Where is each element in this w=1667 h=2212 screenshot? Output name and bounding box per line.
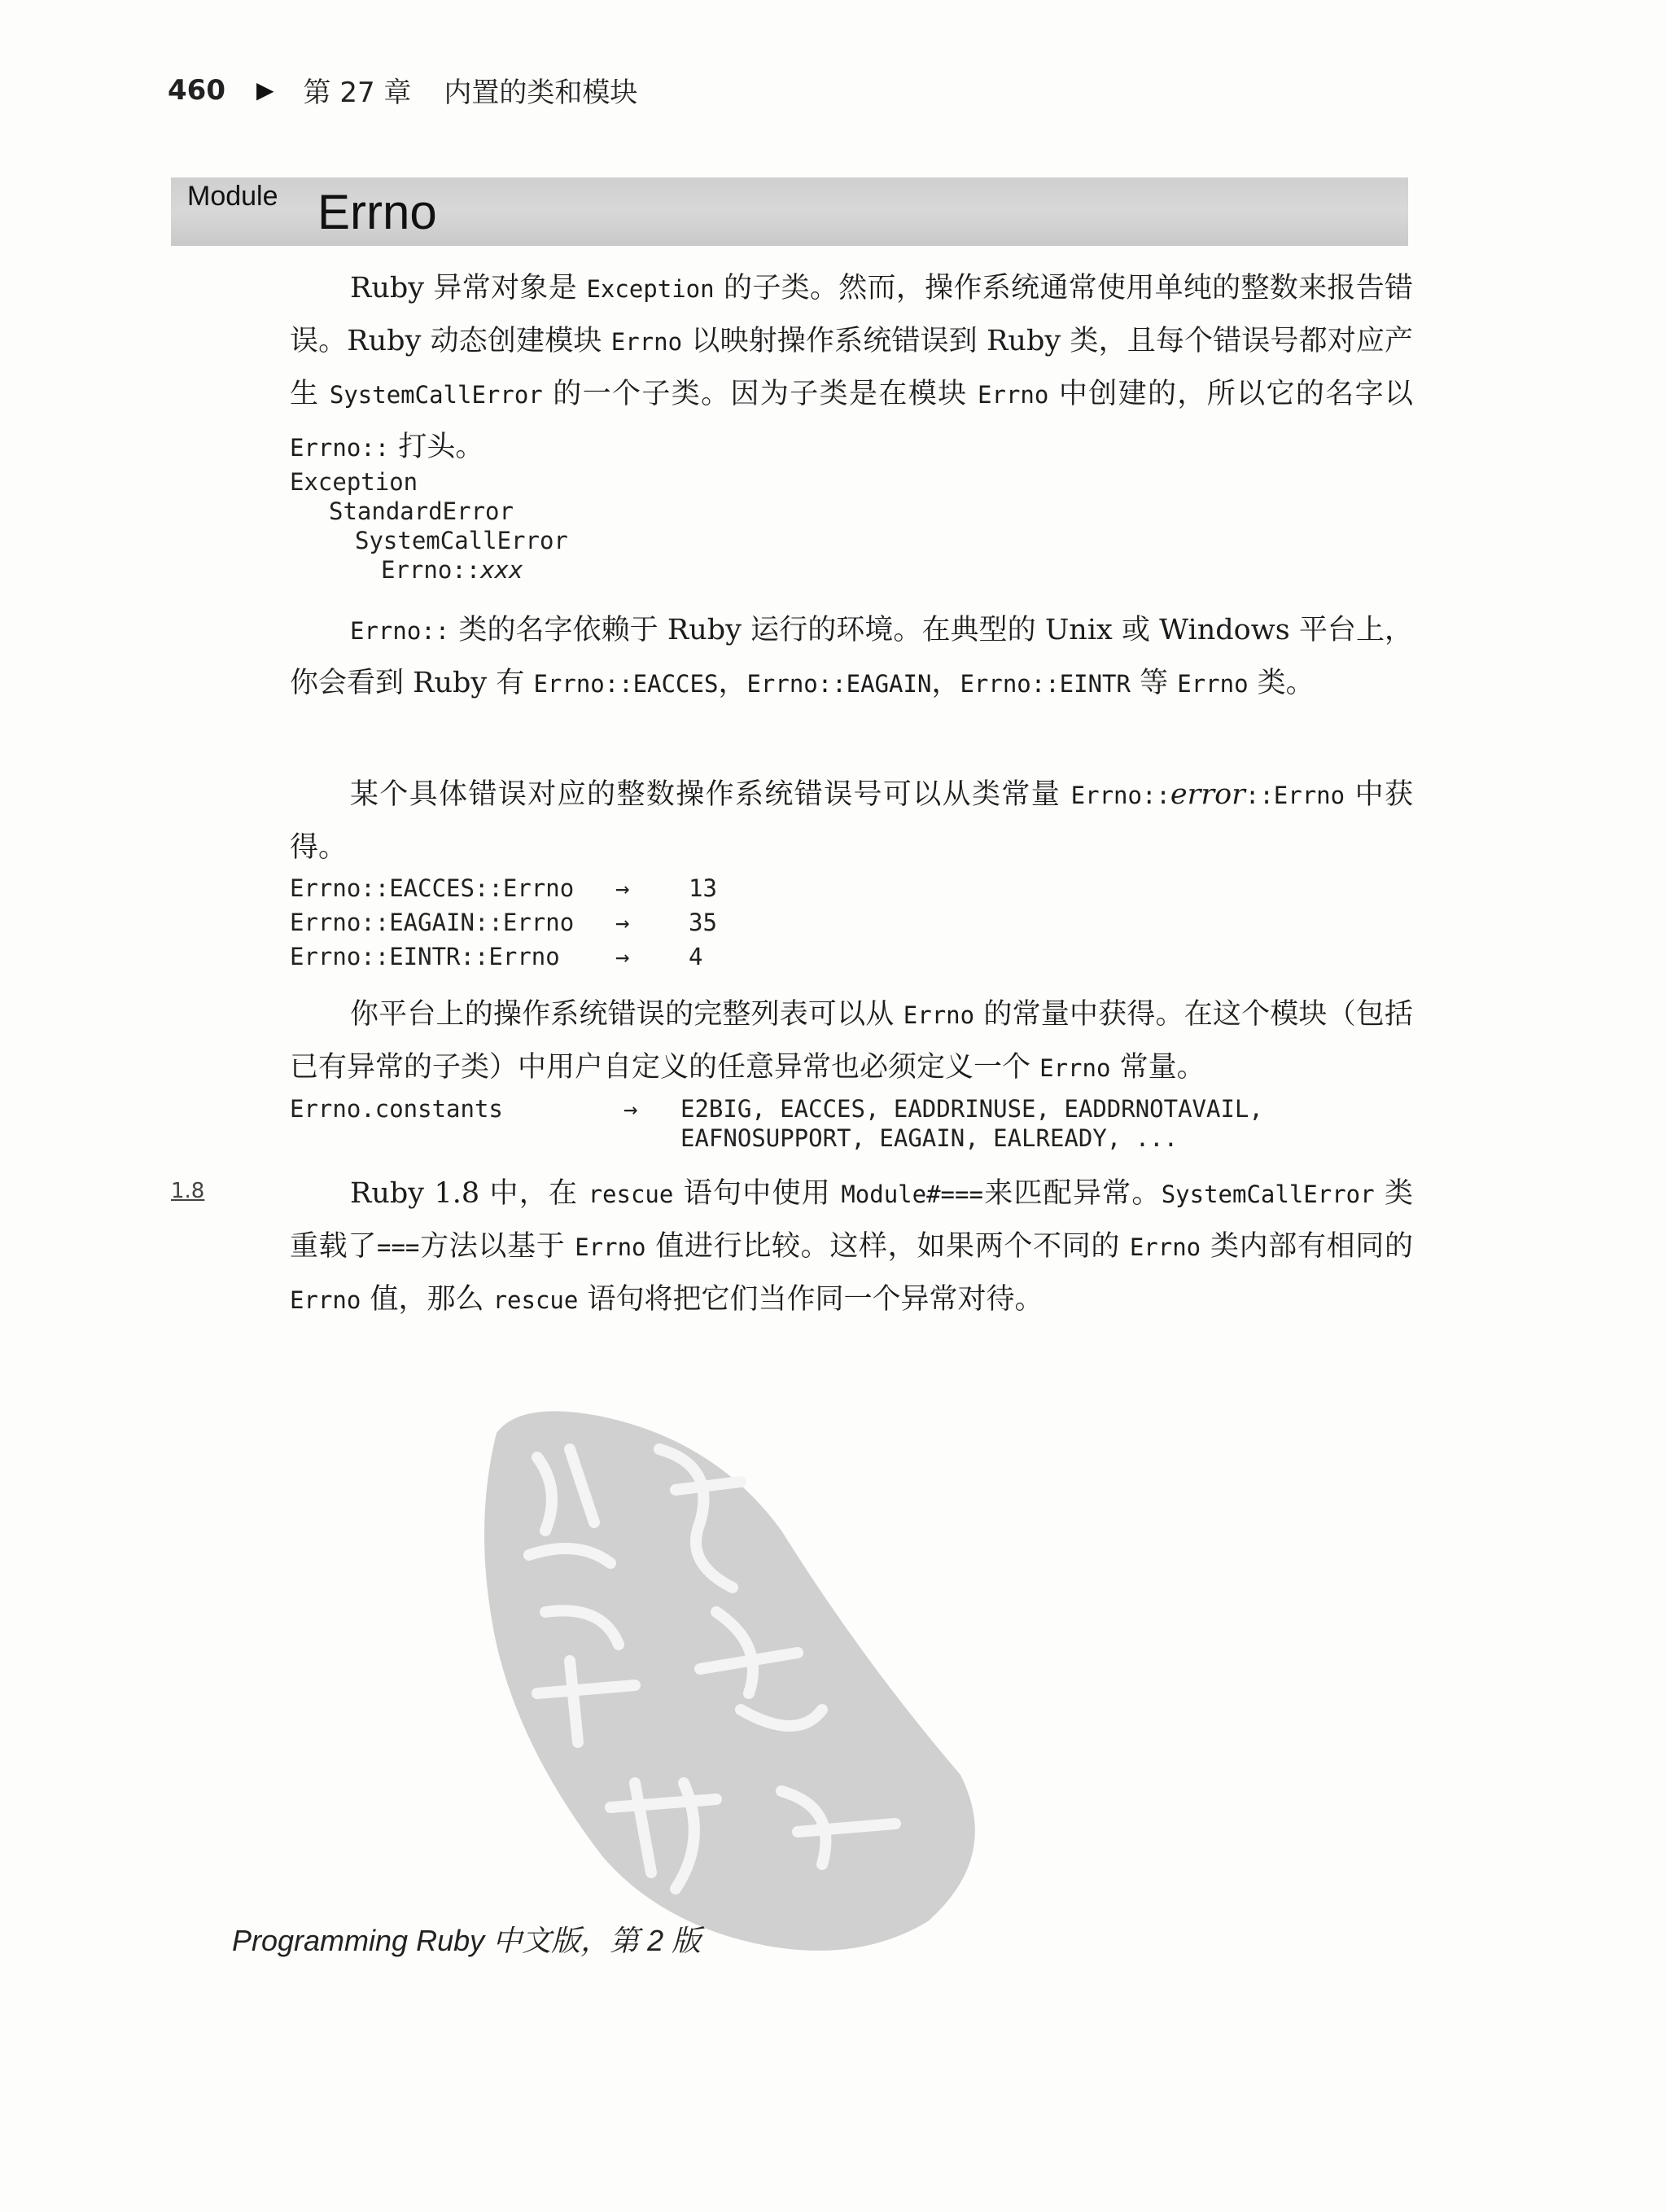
- arrow-icon: →: [615, 909, 630, 936]
- inline-code: ===: [377, 1233, 420, 1261]
- inline-code: Errno::EAGAIN: [746, 670, 932, 698]
- running-header: [168, 70, 637, 110]
- inline-code: Errno: [1039, 1054, 1111, 1082]
- text: 值进行比较。这样，如果两个不同的: [645, 1230, 1130, 1263]
- inline-code: Errno: [978, 381, 1049, 409]
- constants-example: [290, 1094, 1413, 1153]
- inline-code: Exception: [586, 275, 715, 303]
- inline-code: Module#===: [841, 1180, 983, 1208]
- hierarchy-line: Exception: [290, 468, 418, 496]
- text: ，: [931, 667, 960, 699]
- paragraph-errno-constant: [290, 769, 1413, 874]
- module-name: Errno: [317, 185, 437, 239]
- text: Ruby 1.8 中，在: [350, 1177, 588, 1210]
- text: 类内部有相同的: [1201, 1230, 1413, 1263]
- paragraph-ruby18: [290, 1167, 1413, 1326]
- page-number: 460: [168, 73, 225, 107]
- cell-value: 4: [689, 943, 703, 970]
- seal-stamp-watermark: [472, 1400, 1026, 1970]
- inline-code: Errno: [1177, 670, 1249, 698]
- text: 的子类。然而，操作系统通常使用单纯的整数来报告错误。Ruby 动态创建模块: [290, 272, 1413, 357]
- table-row: [290, 940, 1413, 974]
- code-result: E2BIG, EACCES, EADDRINUSE, EADDRNOTAVAIL,: [680, 1095, 1263, 1123]
- text: 某个具体错误对应的整数操作系统错误号可以从类常量: [350, 778, 1071, 811]
- arrow-icon: →: [623, 1095, 638, 1123]
- inline-code: Errno: [575, 1233, 646, 1261]
- hierarchy-line: Errno::xxx: [381, 556, 523, 584]
- italic-text: error: [1170, 778, 1245, 811]
- inline-code: Errno::EACCES: [533, 670, 719, 698]
- inline-code: Errno: [610, 328, 683, 356]
- inline-code: Errno::: [1070, 782, 1170, 809]
- text: 方法以基于: [419, 1230, 575, 1263]
- cell-expr: Errno::EAGAIN::Errno: [290, 909, 575, 936]
- inline-code: rescue: [492, 1286, 579, 1314]
- inline-code: rescue: [588, 1180, 674, 1208]
- text: 类。: [1248, 667, 1315, 699]
- hierarchy-line: SystemCallError: [355, 527, 568, 554]
- cell-expr: Errno::EINTR::Errno: [290, 943, 560, 970]
- inline-code: Errno::: [350, 617, 450, 645]
- inline-code: Errno::: [290, 434, 390, 462]
- arrow-icon: →: [615, 943, 630, 970]
- text: 中创建的，所以它的名字以: [1048, 378, 1413, 410]
- book-footer: Programming Ruby 中文版，第 2 版: [232, 1924, 702, 1957]
- table-row: [290, 871, 1413, 905]
- inline-code: SystemCallError: [1161, 1180, 1375, 1208]
- text: Ruby 异常对象是: [350, 272, 587, 304]
- text: 的常量中获得。在这个模块（包括已有异常的子类）中用户自定义的任意异常也必须定义一个: [290, 998, 1413, 1084]
- cell-value: 13: [689, 874, 717, 902]
- text: 类的名字依赖于 Ruby 运行的环境。在典型的 Unix 或 Windows 平台上，你会看到 Ruby 有: [290, 614, 1413, 699]
- chapter-title: 内置的类和模块: [444, 77, 638, 109]
- text: 语句将把它们当作同一个异常对待。: [578, 1283, 1044, 1316]
- text: 你平台上的操作系统错误的完整列表可以从: [350, 998, 904, 1031]
- inline-code: Errno: [903, 1001, 975, 1029]
- paragraph-constants: [290, 988, 1413, 1094]
- module-kicker: Module: [187, 181, 278, 212]
- errno-table: [290, 871, 1413, 974]
- arrow-icon: →: [615, 874, 630, 902]
- chapter-number: 第 27 章: [303, 77, 412, 109]
- text: 等: [1130, 667, 1178, 699]
- inline-code: SystemCallError: [329, 381, 543, 409]
- text: 的一个子类。因为子类是在模块: [542, 378, 978, 410]
- text: ，: [718, 667, 747, 699]
- text: 类重载了: [290, 1177, 1413, 1263]
- class-hierarchy: [290, 467, 1413, 585]
- paragraph-class-names: [290, 604, 1413, 710]
- text: 来匹配异常。: [982, 1177, 1162, 1210]
- code-row: [290, 1124, 1413, 1153]
- code-expr: Errno.constants: [290, 1095, 503, 1123]
- code-result: EAFNOSUPPORT, EAGAIN, EALREADY, ...: [680, 1124, 1179, 1152]
- code-row: [290, 1094, 1413, 1124]
- text: 打头。: [389, 431, 484, 463]
- inline-code: Errno: [1129, 1233, 1201, 1261]
- text: 语句中使用: [673, 1177, 842, 1210]
- version-margin-note: 1.8: [171, 1179, 205, 1203]
- hierarchy-line: StandardError: [329, 497, 514, 525]
- text: 中获得。: [290, 778, 1413, 864]
- triangle-icon: ▶: [256, 77, 274, 103]
- inline-code: ::Errno: [1245, 782, 1345, 809]
- inline-code: Errno::EINTR: [960, 670, 1131, 698]
- cell-expr: Errno::EACCES::Errno: [290, 874, 575, 902]
- text: 常量。: [1110, 1051, 1205, 1084]
- module-title-bar: [171, 177, 1408, 246]
- cell-value: 35: [689, 909, 717, 936]
- text: 值，那么: [361, 1283, 493, 1316]
- text: 以映射操作系统错误到 Ruby 类，且每个错误号都对应产生: [290, 325, 1414, 410]
- table-row: [290, 905, 1413, 940]
- inline-code: Errno: [290, 1286, 361, 1314]
- paragraph-intro: [290, 262, 1413, 474]
